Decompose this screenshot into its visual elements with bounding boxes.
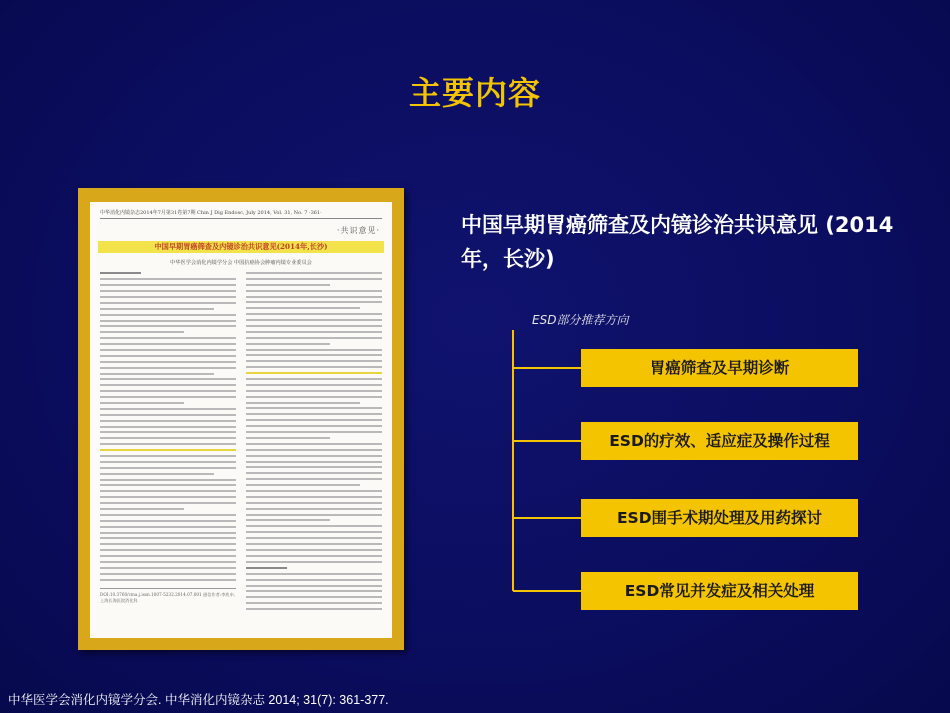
journal-text-line (100, 314, 236, 316)
journal-text-line (100, 349, 236, 351)
journal-text-line (246, 561, 382, 563)
journal-text-line (100, 408, 236, 410)
journal-text-line (100, 455, 236, 457)
journal-text-line (100, 302, 236, 304)
journal-text-line (100, 473, 214, 475)
journal-text-line (246, 390, 382, 392)
journal-text-line (100, 396, 236, 398)
journal-text-line (246, 608, 382, 610)
journal-text-line (246, 590, 382, 592)
journal-text-line (100, 367, 236, 369)
journal-text-line (246, 278, 382, 280)
journal-text-line (246, 596, 382, 598)
journal-text-line (246, 378, 382, 380)
journal-text-line (246, 349, 382, 351)
journal-text-line (100, 543, 236, 545)
journal-text-line (246, 331, 382, 333)
journal-text-line (246, 360, 382, 362)
journal-text-line (100, 526, 236, 528)
journal-text-line (246, 443, 382, 445)
journal-text-column-left (100, 272, 236, 585)
journal-text-line (246, 313, 382, 315)
journal-text-line (246, 431, 382, 433)
journal-text-line (246, 337, 382, 339)
journal-text-line (100, 308, 214, 310)
recommendation-box-efficacy: ESD的疗效、适应症及操作过程 (581, 422, 858, 460)
journal-text-line (246, 419, 382, 421)
journal-text-line (100, 378, 236, 380)
journal-text-line (100, 484, 236, 486)
journal-text-line (246, 573, 382, 575)
journal-text-line (100, 532, 236, 534)
journal-text-line (100, 343, 236, 345)
bracket-connector (512, 330, 592, 620)
journal-text-line (246, 354, 382, 356)
journal-text-line (100, 467, 236, 469)
journal-text-line (246, 543, 382, 545)
journal-text-line (100, 520, 236, 522)
journal-text-line (100, 278, 236, 280)
journal-text-line (100, 390, 236, 392)
journal-authors: 中华医学会消化内镜学分会 中国抗癌协会肿瘤内镜专业委员会 (170, 260, 312, 266)
journal-text-line (100, 355, 236, 357)
journal-text-line (246, 496, 382, 498)
journal-text-line (100, 373, 214, 375)
journal-header: 中华消化内镜杂志2014年7月第31卷第7期 Chin J Dig Endosc, July 2014, Vol. 31, No. 7 ·361· (100, 209, 382, 219)
journal-section-label: ·共识意见· (336, 226, 380, 235)
journal-text-line (100, 490, 236, 492)
journal-text-line (246, 449, 382, 451)
journal-text-line (246, 325, 382, 327)
journal-text-line (100, 561, 236, 563)
journal-text-line (246, 384, 382, 386)
journal-text-line (100, 384, 236, 386)
journal-text-line (100, 549, 236, 551)
journal-text-line (246, 307, 360, 309)
journal-text-line (246, 472, 382, 474)
journal-page (90, 202, 392, 638)
journal-text-line (246, 343, 330, 345)
journal-text-line (246, 437, 330, 439)
journal-article-image (78, 188, 404, 650)
journal-text-line (100, 508, 184, 510)
journal-text-line (100, 431, 236, 433)
journal-text-line (100, 443, 236, 445)
recommendation-box-perioperative: ESD围手术期处理及用药探讨 (581, 499, 858, 537)
journal-footnote: DOI:10.3760/cma.j.issn.1007-5232.2014.07.001 通信作者:李兆申,上海长海医院消化科 (100, 588, 236, 604)
journal-text-line (100, 567, 236, 569)
journal-text-line (246, 319, 382, 321)
journal-text-line (100, 579, 236, 581)
journal-text-line (246, 272, 382, 274)
journal-article-title: 中国早期胃癌筛查及内镜诊治共识意见(2014年,长沙) (98, 241, 384, 253)
journal-text-line (246, 461, 382, 463)
journal-text-line (246, 413, 382, 415)
journal-text-line (246, 372, 382, 374)
journal-text-line (246, 478, 382, 480)
esd-direction-label: ESD部分推荐方向 (532, 313, 629, 327)
journal-text-line (246, 466, 382, 468)
journal-text-line (246, 396, 382, 398)
journal-text-line (100, 437, 236, 439)
journal-text-line (246, 296, 382, 298)
journal-text-line (246, 525, 382, 527)
citation: 中华医学会消化内镜学分会. 中华消化内镜杂志 2014; 31(7): 361-377. (8, 693, 389, 707)
recommendation-box-complications: ESD常见并发症及相关处理 (581, 572, 858, 610)
journal-text-line (100, 426, 236, 428)
journal-text-line (246, 555, 382, 557)
journal-text-line (100, 502, 236, 504)
journal-text-line (246, 366, 382, 368)
consensus-title: 中国早期胃癌筛查及内镜诊治共识意见 (2014年，长沙) (461, 213, 894, 271)
journal-text-line (246, 301, 382, 303)
journal-text-line (100, 272, 141, 274)
journal-text-line (100, 284, 236, 286)
recommendation-box-screening: 胃癌筛查及早期诊断 (581, 349, 858, 387)
journal-text-line (246, 455, 382, 457)
journal-text-line (100, 449, 236, 451)
journal-text-line (100, 320, 236, 322)
journal-text-line (246, 602, 382, 604)
journal-text-line (246, 290, 382, 292)
journal-text-line (100, 420, 236, 422)
journal-text-line (246, 407, 382, 409)
journal-text-line (246, 508, 382, 510)
journal-text-line (100, 555, 236, 557)
journal-text-line (100, 361, 236, 363)
journal-text-line (246, 579, 382, 581)
journal-text-line (100, 537, 236, 539)
journal-text-line (246, 514, 382, 516)
journal-text-line (246, 531, 382, 533)
journal-text-line (100, 296, 236, 298)
journal-text-line (246, 484, 360, 486)
journal-text-column-right (246, 272, 382, 614)
journal-text-line (246, 519, 330, 521)
slide-title: 主要内容 (408, 74, 541, 112)
journal-text-line (100, 331, 184, 333)
journal-text-line (246, 425, 382, 427)
journal-text-line (246, 585, 382, 587)
journal-text-line (100, 402, 184, 404)
journal-text-line (100, 337, 236, 339)
journal-text-line (100, 325, 236, 327)
journal-text-line (246, 537, 382, 539)
journal-text-line (100, 414, 236, 416)
journal-text-line (246, 402, 360, 404)
journal-text-line (100, 573, 236, 575)
journal-text-line (246, 567, 287, 569)
journal-text-line (100, 514, 236, 516)
journal-text-line (246, 284, 330, 286)
journal-text-line (100, 290, 236, 292)
journal-text-line (100, 479, 236, 481)
journal-text-line (246, 502, 382, 504)
journal-text-line (246, 549, 382, 551)
journal-text-line (100, 496, 236, 498)
journal-text-line (100, 461, 236, 463)
journal-text-line (246, 490, 382, 492)
